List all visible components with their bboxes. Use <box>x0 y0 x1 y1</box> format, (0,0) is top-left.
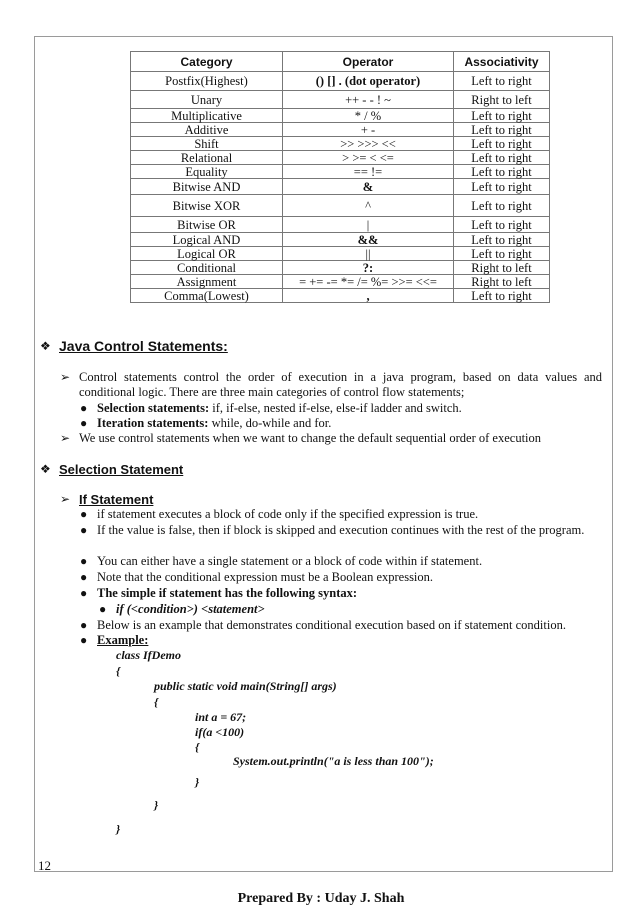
list-item: You can either have a single statement or a block of code within if statement. <box>97 554 483 568</box>
cell-operator: + - <box>283 123 454 137</box>
code-line-println: System.out.println("a is less than 100"); <box>233 754 434 768</box>
table-row <box>131 151 550 165</box>
code-line-brace: { <box>116 664 121 678</box>
example-intro: Below is an example that demonstrates conditional execution based on if statement condition. <box>97 618 566 632</box>
table-row <box>131 289 550 303</box>
table-row <box>131 179 550 195</box>
footer-author: Prepared By : Uday J. Shah <box>237 891 405 906</box>
diamond-bullet-icon: ❖ <box>40 462 51 476</box>
cell-category: Comma(Lowest) <box>131 289 283 303</box>
cell-associativity: Left to right <box>454 165 550 179</box>
cell-operator: == != <box>283 165 454 179</box>
cell-associativity: Left to right <box>454 72 550 91</box>
list-item-selection <box>97 401 462 416</box>
list-item: If the value is false, then if block is skipped and execution continues with the rest of the program. <box>97 523 585 537</box>
round-bullet-icon: ● <box>80 570 88 584</box>
code-line-main: public static void main(String[] args) <box>154 679 337 693</box>
table-row <box>131 72 550 91</box>
round-bullet-icon: ● <box>80 401 88 415</box>
cell-operator: () [] . (dot operator) <box>283 72 454 91</box>
text-selection: if, if-else, nested if-else, else-if ladder and switch. <box>209 401 462 415</box>
section-heading-selection: Selection Statement <box>59 462 184 477</box>
round-bullet-icon: ● <box>99 602 107 616</box>
cell-category: Bitwise AND <box>131 179 283 195</box>
code-line-brace: } <box>154 798 159 812</box>
cell-associativity: Right to left <box>454 91 550 109</box>
cell-category: Multiplicative <box>131 109 283 123</box>
table-row <box>131 275 550 289</box>
table-row <box>131 123 550 137</box>
table-row <box>131 91 550 109</box>
code-line-class: class IfDemo <box>116 648 181 662</box>
cell-associativity: Right to left <box>454 261 550 275</box>
table-row <box>131 233 550 247</box>
cell-operator: > >= < <= <box>283 151 454 165</box>
code-line-brace: { <box>154 695 159 709</box>
round-bullet-icon: ● <box>80 554 88 568</box>
syntax-label: The simple if statement has the following syntax: <box>97 586 358 600</box>
list-item: if statement executes a block of code only if the specified expression is true. <box>97 507 479 521</box>
cell-category: Conditional <box>131 261 283 275</box>
round-bullet-icon: ● <box>80 586 88 600</box>
table-row <box>131 109 550 123</box>
syntax-code: if (<condition>) <statement> <box>116 602 265 616</box>
cell-associativity: Left to right <box>454 195 550 217</box>
header-category: Category <box>131 52 283 72</box>
section-heading-control: Java Control Statements: <box>59 338 228 354</box>
arrow-bullet-icon: ➢ <box>60 370 71 384</box>
cell-associativity: Left to right <box>454 123 550 137</box>
control-statements-usage: We use control statements when we want to change the default sequential order of execution <box>79 431 542 445</box>
cell-category: Bitwise OR <box>131 217 283 233</box>
cell-associativity: Left to right <box>454 217 550 233</box>
cell-associativity: Right to left <box>454 275 550 289</box>
table-row <box>131 195 550 217</box>
code-line-brace: } <box>195 775 200 789</box>
code-line-assign: int a = 67; <box>195 710 247 724</box>
cell-category: Equality <box>131 165 283 179</box>
cell-category: Additive <box>131 123 283 137</box>
cell-operator: = += -= *= /= %= >>= <<= <box>283 275 454 289</box>
arrow-bullet-icon: ➢ <box>60 492 71 506</box>
subheading-if-statement: If Statement <box>79 492 154 507</box>
label-selection: Selection statements: <box>97 401 210 415</box>
header-associativity: Associativity <box>454 52 550 72</box>
code-line-if: if(a <100) <box>195 725 245 739</box>
label-iteration: Iteration statements: <box>97 416 209 430</box>
text-iteration: while, do-while and for. <box>208 416 332 430</box>
cell-associativity: Left to right <box>454 247 550 261</box>
round-bullet-icon: ● <box>80 523 88 537</box>
cell-operator: , <box>283 289 454 303</box>
cell-category: Bitwise XOR <box>131 195 283 217</box>
diamond-bullet-icon: ❖ <box>40 339 51 353</box>
cell-operator: | <box>283 217 454 233</box>
code-line-brace: { <box>195 740 200 754</box>
code-line-brace: } <box>116 822 121 836</box>
table-row <box>131 217 550 233</box>
page-number: 12 <box>38 858 51 873</box>
list-item-iteration <box>97 416 331 431</box>
control-statements-intro: Control statements control the order of execution in a java program, based on data values and conditional logic. There are three main categories of control flow statements; <box>79 370 602 399</box>
cell-category: Postfix(Highest) <box>131 72 283 91</box>
round-bullet-icon: ● <box>80 507 88 521</box>
table-row <box>131 165 550 179</box>
cell-operator: & <box>283 179 454 195</box>
cell-category: Unary <box>131 91 283 109</box>
cell-associativity: Left to right <box>454 151 550 165</box>
cell-category: Assignment <box>131 275 283 289</box>
cell-category: Logical OR <box>131 247 283 261</box>
cell-associativity: Left to right <box>454 289 550 303</box>
cell-operator: * / % <box>283 109 454 123</box>
example-label: Example: <box>97 633 149 647</box>
round-bullet-icon: ● <box>80 633 88 647</box>
round-bullet-icon: ● <box>80 618 88 632</box>
round-bullet-icon: ● <box>80 416 88 430</box>
cell-associativity: Left to right <box>454 109 550 123</box>
cell-operator: || <box>283 247 454 261</box>
cell-associativity: Left to right <box>454 233 550 247</box>
table-row <box>131 137 550 151</box>
cell-operator: ++ - - ! ~ <box>283 91 454 109</box>
operator-precedence-table <box>130 51 550 303</box>
cell-operator: && <box>283 233 454 247</box>
cell-associativity: Left to right <box>454 179 550 195</box>
table-row <box>131 261 550 275</box>
cell-operator: >> >>> << <box>283 137 454 151</box>
cell-category: Logical AND <box>131 233 283 247</box>
cell-operator: ?: <box>283 261 454 275</box>
cell-category: Shift <box>131 137 283 151</box>
cell-associativity: Left to right <box>454 137 550 151</box>
list-item: Note that the conditional expression must be a Boolean expression. <box>97 570 434 584</box>
arrow-bullet-icon: ➢ <box>60 431 71 445</box>
cell-category: Relational <box>131 151 283 165</box>
table-row <box>131 247 550 261</box>
header-operator: Operator <box>283 52 454 72</box>
cell-operator: ^ <box>283 195 454 217</box>
table-header-row <box>131 52 550 72</box>
